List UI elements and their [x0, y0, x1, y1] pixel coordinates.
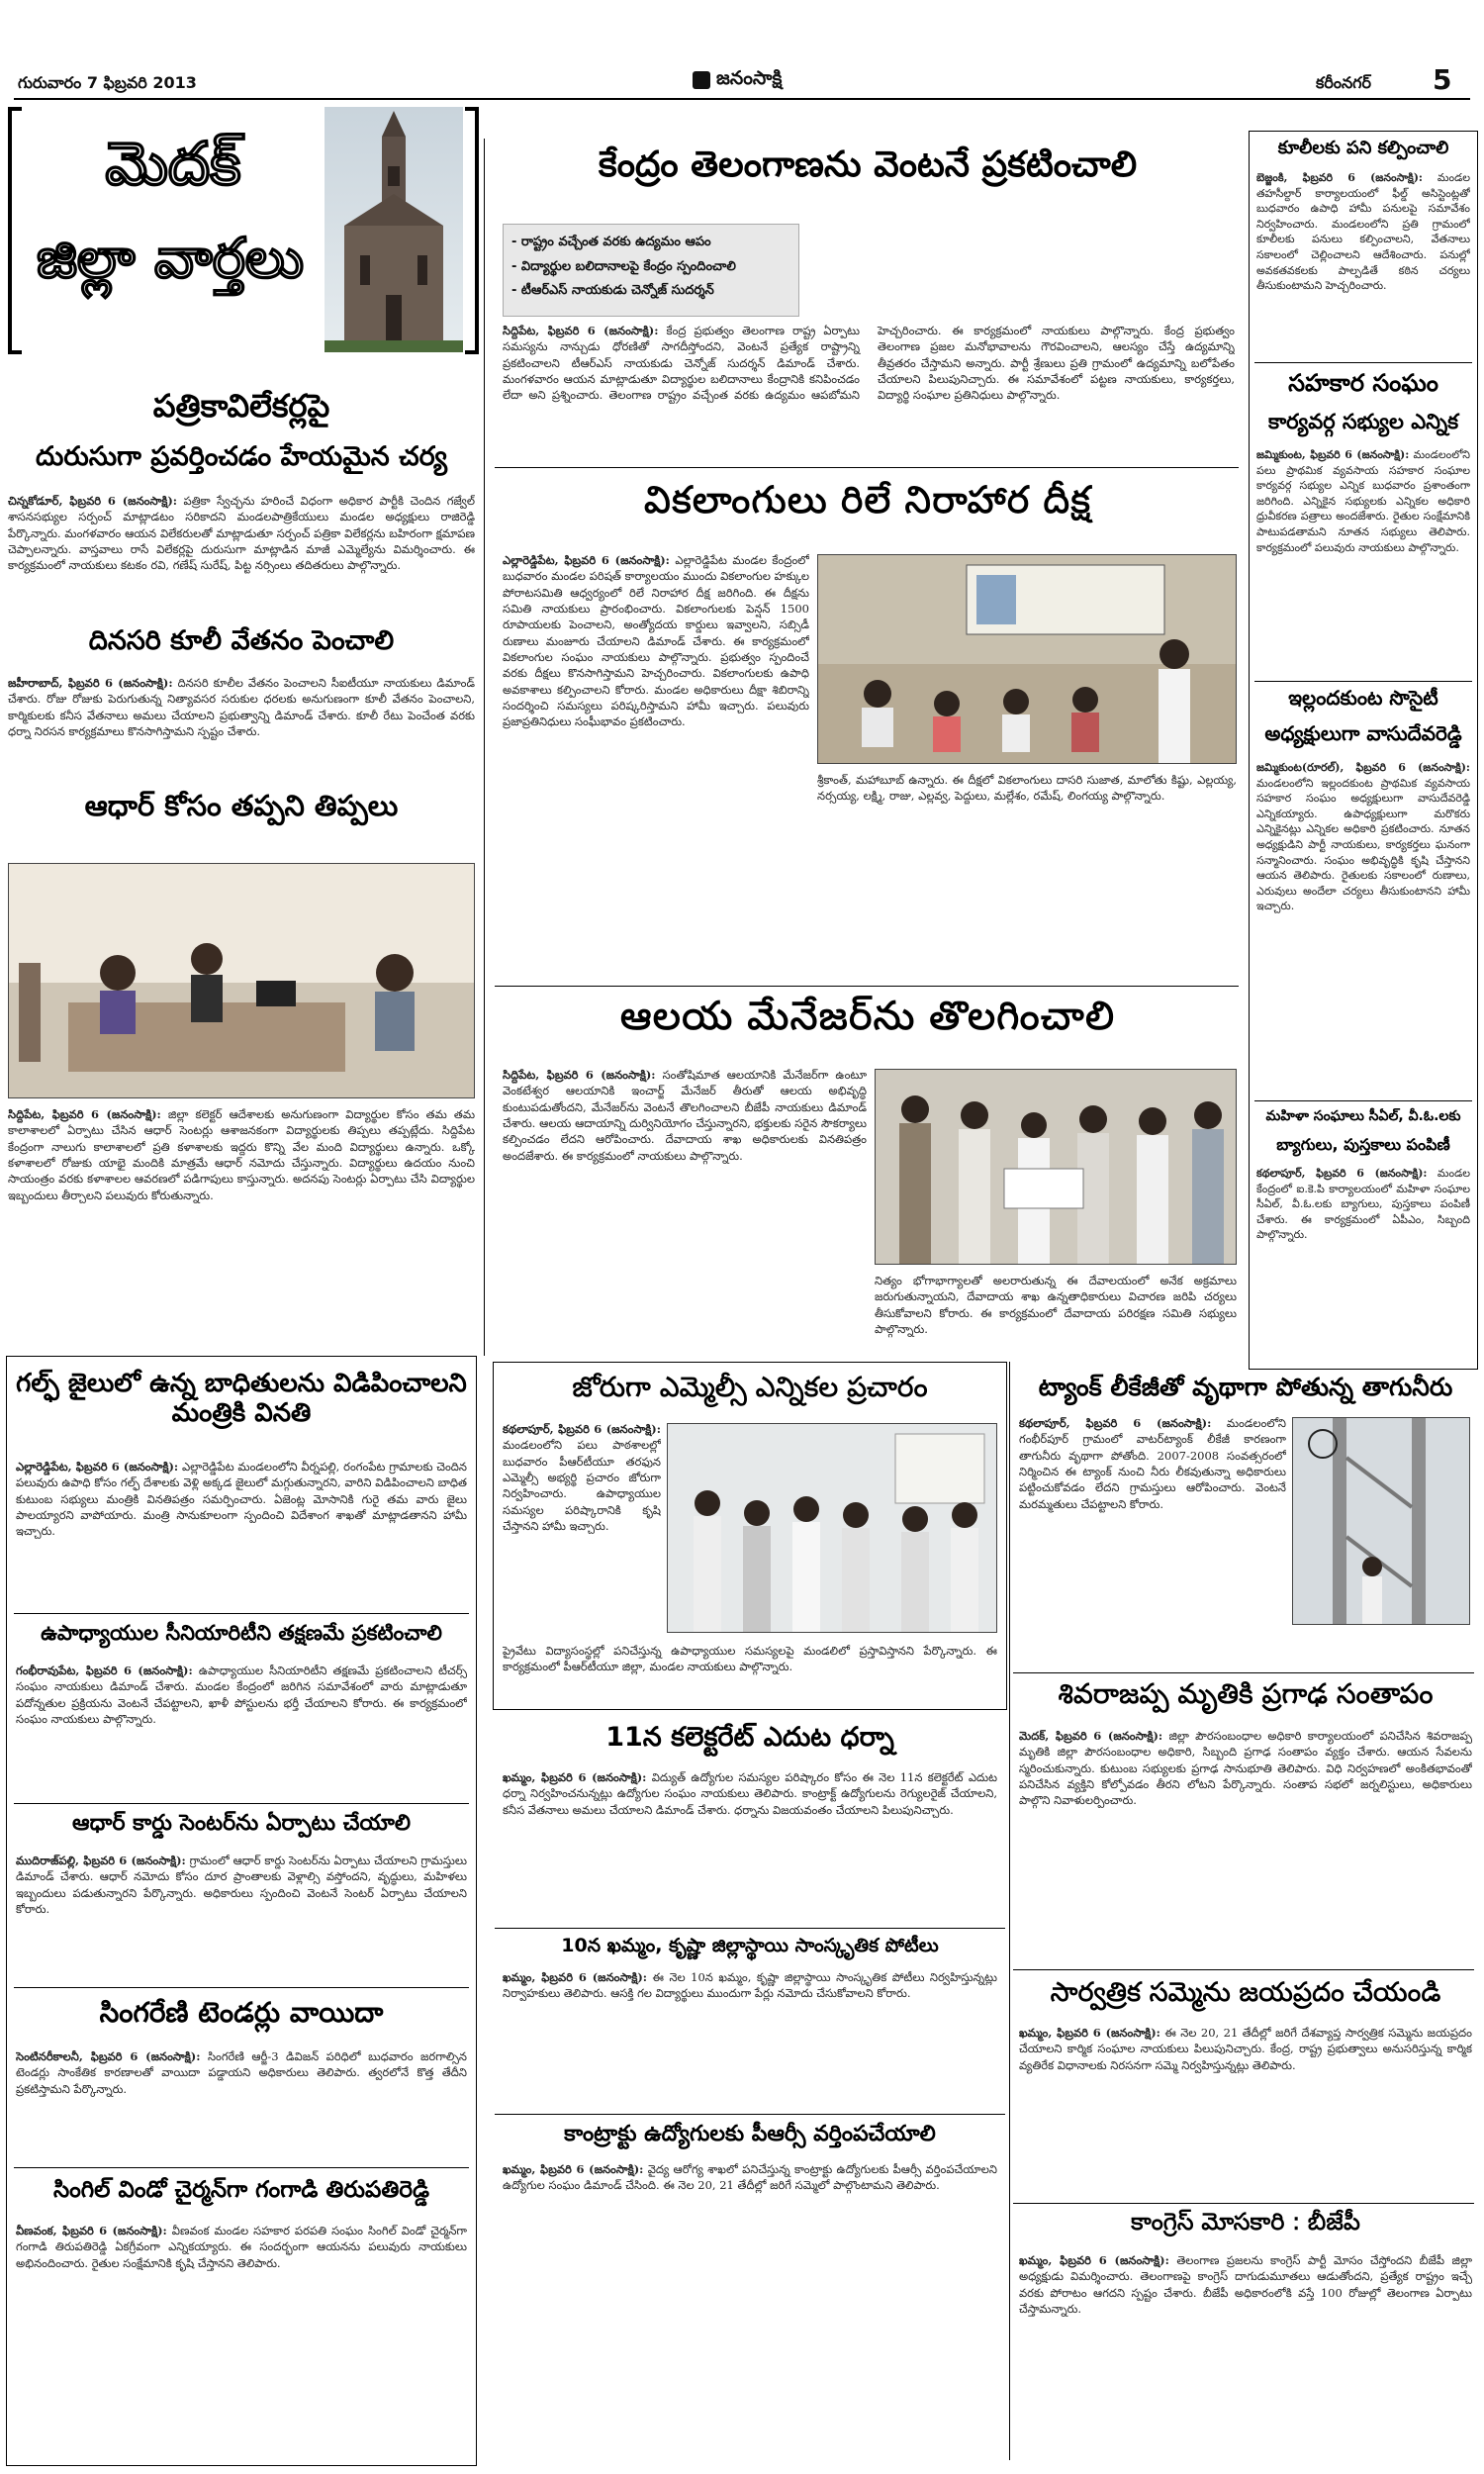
a1-headline-line1: పత్రికావిలేకర్లపై — [152, 387, 330, 425]
banner-body — [503, 323, 1235, 461]
gulf-dateline: ఎల్లారెడ్డిపేట, ఫిబ్రవరి 6 (జనంసాక్షి): — [16, 1460, 179, 1474]
header-edition: కరీంనగర్ — [1316, 73, 1372, 92]
mlc-text2: ప్రైవేటు విద్యాసంస్థల్లో పనిచేస్తున్న ఉపాధ్యాయుల సమస్యలపై మండలిలో ప్రస్తావిస్తానని పేర్కొన్నారు. ఈ కార్యక్రమంలో పీఆర్‌టీయూ జిల్లా, మండల నాయకులు పాల్గొన్నారు. — [503, 1644, 997, 1674]
page-header — [0, 0, 1484, 99]
tank-illustration — [1293, 1418, 1470, 1625]
alaya-photo — [875, 1069, 1237, 1265]
womens-text: మండల కేంద్రంలో ఐ.కె.పి కార్యాలయంలో మహిళా సంఘాల సీఏల్, వీ.ఓ.లకు బ్యాగులు, పుస్తకాలు పంపిణీ చేశారు. ఈ కార్యక్రమంలో ఏపీఎం, సిబ్బంది పాల్గొన్నారు. — [1256, 1167, 1470, 1242]
gulf-body — [16, 1459, 467, 1607]
coolie-dateline: బెజ్జంకి, ఫిబ్రవరి 6 (జనంసాక్షి): — [1256, 171, 1423, 184]
strike-headline: సార్వత్రిక సమ్మెను జయప్రదం చేయండి — [1050, 1977, 1441, 2008]
chairman-headline: సింగిల్ విండో చైర్మన్‌గా గంగాడి తిరుపతిరెడ్డి — [52, 2177, 430, 2203]
illandakunta-headline-line1: ఇల్లందకుంట సొసైటీ — [1288, 686, 1438, 710]
sahakara-headline-line1: సహకార సంఘం — [1288, 369, 1438, 397]
a3-text: జిల్లా కలెక్టర్ ఆదేశాలకు అనుగుణంగా విద్యార్థుల కోసం తమ తమ కాలాశాలలో ఏర్పాటు చేసిన ఆధార్ సెంటర్లు ఆశాజనకంగా విద్యార్థులకు తిప్పలు తప్పట్లేదు. సిద్దిపేట కేంద్రంగా నాలుగు కాలాశాలలో ప్రతి కళాశాలకు ఇద్దరు కొన్ని వేల మంది విద్యార్థులు ఉన్నారు. ఒక్కో కళాశాలలో రోజుకు యాభై మందికి మాత్రమే ఆధార్ నమోదు చేస్తున్నారు. విద్యార్థులు ఉదయం నుంచి సాయంత్రం వరకు కళాశాలల ఆవరణలో పడిగాపులు కాస్తున్నారు. అదనపు సెంటర్లు ఏర్పాటు చేసి విద్యార్థుల ఇబ్బందులు తీర్చాలని పలువురు కోరుతున్నారు. — [8, 1107, 475, 1202]
cultural-dateline: ఖమ్మం, ఫిబ్రవరి 6 (జనంసాక్షి): — [503, 1970, 648, 1984]
chairman-dateline: వీణవంక, ఫిబ్రవరి 6 (జనంసాక్షి): — [16, 2224, 167, 2237]
illandakunta-body — [1256, 760, 1470, 1096]
church-illustration — [325, 107, 463, 352]
alaya-dateline: సిద్దిపేట, ఫిబ్రవరి 6 (జనంసాక్షి): — [503, 1068, 656, 1082]
strike-dateline: ఖమ్మం, ఫిబ్రవరి 6 (జనంసాక్షి): — [1019, 2026, 1160, 2040]
condolence-body — [1019, 1728, 1472, 1963]
cultural-text: ఈ నెల 10న ఖమ్మం, కృష్ణా జిల్లాస్థాయి సాంస్కృతిక పోటీలు నిర్వహిస్తున్నట్లు నిర్వాహకులు తెలిపారు. ఆసక్తి గల విద్యార్థులు ముందుగా పేర్లు నమోదు చేసుకోవాలని కోరారు. — [503, 1970, 997, 2001]
gulf-headline: గల్ఫ్ జైలులో ఉన్న బాధితులను విడిపించాలని మంత్రికి వినతి — [16, 1369, 467, 1428]
teachers-text: ఉపాధ్యాయుల సీనియారిటీని తక్షణమే ప్రకటించాలని టీచర్స్ సంఘం నాయకులు డిమాండ్ చేశారు. మండల కేంద్రంలో జరిగిన సమావేశంలో వారు మాట్లాడుతూ పదోన్నతుల ప్రక్రియను వెంటనే చేపట్టాలని, ఖాళీ పోస్టులను భర్తీ చేయాలని కోరారు. ఈ కార్యక్రమంలో సంఘం నాయకులు పాల్గొన్నారు. — [16, 1664, 467, 1726]
condolence-text: జిల్లా పౌరసంబంధాల అధికారి కార్యాలయంలో పనిచేసిన శివరాజప్ప మృతికి జిల్లా పౌరసంబంధాల అధికారి, సిబ్బంది ప్రగాఢ సంతాపం వ్యక్తం చేశారు. ఆయన సేవలను స్మరించుకున్నారు. కుటుంబ సభ్యులకు ప్రగాఢ సానుభూతి తెలిపారు. విధి నిర్వహణలో అంకితభావంతో పనిచేసిన వ్యక్తిని కోల్పోవడం తీరని లోటని పేర్కొన్నారు. సంతాప సభలో జర్నలిస్టులు, అధికారులు పాల్గొని నివాళులర్పించారు. — [1019, 1729, 1472, 1808]
coolie-body — [1256, 170, 1470, 358]
section-title-line2: జిల్లా వార్తలు — [36, 227, 305, 291]
a1-body — [8, 493, 475, 616]
mlc-headline: జోరుగా ఎమ్మెల్సీ ఎన్నికల ప్రచారం — [572, 1371, 928, 1403]
cultural-body — [503, 1969, 997, 2108]
illandakunta-text: మండలంలోని ఇల్లందకుంట ప్రాథమిక వ్యవసాయ సహకార సంఘం అధ్యక్షులుగా వాసుదేవరెడ్డి ఎన్నికయ్యారు. ఉపాధ్యక్షులుగా మరొకరు ఎన్నికైనట్లు ఎన్నికల అధికారి ప్రకటించారు. నూతన అధ్యక్షుడిని పార్టీ నాయకులు, కార్యకర్తలు ఘనంగా సన్మానించారు. సంఘం అభివృద్ధికి కృషి చేస్తానని ఆయన తెలిపారు. రైతులకు సకాలంలో రుణాలు, ఎరువులు అందేలా చర్యలు తీసుకుంటానని హామీ ఇచ్చారు. — [1256, 776, 1470, 913]
aadhar-center-headline: ఆధార్ కార్డు సెంటర్‌ను ఏర్పాటు చేయాలి — [72, 1811, 411, 1836]
banner-bullet: - టీఆర్ఎస్ నాయకుడు చెన్నోజ్ సుదర్శన్ — [511, 283, 714, 299]
aadhar-center-dateline: ముదిరాజ్‌పల్లి, ఫిబ్రవరి 6 (జనంసాక్షి): — [16, 1854, 186, 1867]
mlc-body2 — [503, 1643, 997, 1704]
cultural-headline: 10న ఖమ్మం, కృష్ణా జిల్లాస్థాయి సాంస్కృతిక పోటీలు — [561, 1935, 939, 1956]
banner-bullet: - రాష్ట్రం వచ్చేంత వరకు ఉద్యమం ఆపం — [511, 235, 711, 249]
a2-dateline: జహీరాబాద్, ఫిబ్రవరి 6 (జనంసాక్షి): — [8, 676, 173, 690]
teachers-body — [16, 1663, 467, 1795]
banner-text: కేంద్ర ప్రభుత్వం తెలంగాణ రాష్ట్ర ఏర్పాటు సమస్యను నాన్చుడు ధోరణితో సాగదీస్తోందని, వెంటనే ప్రత్యేక రాష్ట్రాన్ని ప్రకటించాలని టీఆర్ఎస్ నాయకుడు చెన్నోజ్ సుదర్శన్ డిమాండ్ చేశారు. మంగళవారం ఆయన మాట్లాడుతూ విద్యార్థుల బలిదానాలు కేంద్రానికి కనిపించడం లేదా అని ప్రశ్నించారు. తెలంగాణ రాష్ట్రం వచ్చేంత వరకు ఉద్యమం ఆపబోమని హెచ్చరించారు. ఈ కార్యక్రమంలో నాయకులు పాల్గొన్నారు. కేంద్ర ప్రభుత్వం తెలంగాణ ప్రజల మనోభావాలను గౌరవించాలని, ఆలస్యం చేస్తే ఉద్యమాన్ని తీవ్రతరం చేస్తామని అన్నారు. పార్టీ శ్రేణులు ప్రతి గ్రామంలో ఉద్యమాన్ని బలోపేతం చేయాలని పిలుపునిచ్చారు. ఈ సమావేశంలో పట్టణ నాయకులు, కార్యకర్తలు, విద్యార్థి సంఘాల ప్రతినిధులు పాల్గొన్నారు. — [503, 324, 1235, 403]
banner-headline: కేంద్రం తెలంగాణను వెంటనే ప్రకటించాలి — [598, 144, 1138, 185]
gulf-text: ఎల్లారెడ్డిపేట మండలంలోని వీర్నపల్లి, రంగంపేట గ్రామాలకు చెందిన పలువురు ఉపాధి కోసం గల్ఫ్ దేశాలకు వెళ్లి అక్కడ జైలులో మగ్గుతున్నారని, వారిని విడిపించాలని బాధిత కుటుంబ సభ్యులు మంత్రికి వినతిపత్రం సమర్పించారు. ఏజెంట్ల మోసానికి గురై తమ వారు జైలు పాలయ్యారని వాపోయారు. మంత్రి సానుకూలంగా స్పందించి విదేశాంగ శాఖతో మాట్లాడతానని హామీ ఇచ్చారు. — [16, 1460, 467, 1539]
condolence-headline: శివరాజప్ప మృతికి ప్రగాఢ సంతాపం — [1058, 1677, 1434, 1710]
collectorate-body — [503, 1769, 997, 1922]
bjp-text: తెలంగాణ ప్రజలను కాంగ్రెస్ పార్టీ మోసం చేస్తోందని బీజేపీ జిల్లా అధ్యక్షుడు విమర్శించారు. తెలంగాణపై కాంగ్రెస్ దాగుడుమూతలు ఆడుతోందని, ప్రత్యేక రాష్ట్రం ఇచ్చే వరకు పోరాటం ఆగదని స్పష్టం చేశారు. బీజేపీ అధికారంలోకి వస్తే 100 రోజుల్లో తెలంగాణ ఏర్పాటు చేస్తామన్నారు. — [1019, 2253, 1472, 2316]
banner-bullet: - విద్యార్థుల బలిదానాలపై కేంద్రం స్పందించాలి — [511, 258, 736, 274]
collectorate-text: విద్యుత్ ఉద్యోగుల సమస్యల పరిష్కారం కోసం ఈ నెల 11న కలెక్టరేట్ ఎదుట ధర్నా నిర్వహించనున్నట్లు ఉద్యోగుల సంఘం నాయకులు తెలిపారు. కాంట్రాక్ట్ ఉద్యోగులను రెగ్యులరైజ్ చేయాలని, కనీస వేతనాలు అమలు చేయాలని డిమాండ్ చేశారు. ధర్నాను విజయవంతం చేయాలని పిలుపునిచ్చారు. — [503, 1770, 997, 1817]
alaya-text2: నిత్యం భోగాభాగ్యాలతో అలరారుతున్న ఈ దేవాలయంలో అనేక అక్రమాలు జరుగుతున్నాయని, దేవాదాయ శాఖ ఉన్నతాధికారులు విచారణ జరిపి చర్యలు తీసుకోవాలని కోరారు. ఈ కార్యక్రమంలో దేవాదాయ పరిరక్షణ సమితి సభ్యులు పాల్గొన్నారు. — [875, 1274, 1237, 1336]
strike-text: ఈ నెల 20, 21 తేదీల్లో జరిగే దేశవ్యాప్త సార్వత్రిక సమ్మెను జయప్రదం చేయాలని కార్మిక సంఘాల నాయకులు పిలుపునిచ్చారు. కేంద్ర, రాష్ట్ర ప్రభుత్వాలు అనుసరిస్తున్న కార్మిక వ్యతిరేక విధానాలకు నిరసనగా సమ్మె నిర్వహిస్తున్నట్లు తెలిపారు. — [1019, 2026, 1472, 2072]
sahakara-headline-line2: కార్యవర్గ సభ్యుల ఎన్నిక — [1267, 410, 1459, 433]
a2-body — [8, 675, 475, 778]
dharna-body — [503, 552, 809, 978]
masthead-emblem-icon — [693, 71, 710, 89]
a3-headline: ఆధార్ కోసం తప్పని తిప్పలు — [84, 789, 399, 822]
teachers-dateline: గంభీరావుపేట, ఫిబ్రవరి 6 (జనంసాక్షి): — [16, 1664, 193, 1677]
header-date: గురువారం 7 ఫిబ్రవరి 2013 — [18, 73, 197, 92]
a1-dateline: చిన్నకోడూర్, ఫిబ్రవరి 6 (జనంసాక్షి): — [8, 494, 178, 508]
dharna-tent-illustration — [818, 555, 1237, 764]
tank-headline: ట్యాంక్ లీకేజీతో వృథాగా పోతున్న తాగునీరు — [1038, 1373, 1453, 1401]
womens-dateline: కథలాపూర్, ఫిబ్రవరి 6 (జనంసాక్షి): — [1256, 1167, 1428, 1180]
alaya-group-illustration — [876, 1070, 1237, 1265]
condolence-dateline: మెదక్, ఫిబ్రవరి 6 (జనంసాక్షి): — [1019, 1729, 1163, 1743]
a1-text: పత్రికా స్వేచ్ఛను హరించే విధంగా అధికార పార్టీకి చెందిన గజ్వేల్ శాసనసభ్యుల సర్పంచ్ మాట్లాడటం సరికాదని మండలపాత్రికేయులు మండల అధ్యక్షులు రాజిరెడ్డి పేర్కొన్నారు. మంగళవారం ఆయన విలేకరులతో మాట్లాడుతూ సర్పంచ్ పత్రికా విలేకర్లను బహిరంగా క్షమాపణ చెప్పాలన్నారు. వాస్తవాలు రాసే విలేకర్లపై దురుసుగా మాట్లాడిన మాజీ ఎమ్మెల్యేను విమర్శించారు. ఈ కార్యక్రమంలో నాయకులు కటకం రవి, గణేష్ సురేష్, పిట్ట నర్సింలు తదితరులు పాల్గొన్నారు. — [8, 494, 475, 573]
a1-headline-line2: దురుసుగా ప్రవర్తించడం హేయమైన చర్య — [35, 441, 448, 472]
aadhar-center-body — [16, 1853, 467, 1979]
page-number: 5 — [1433, 63, 1452, 96]
aadhar-photo — [8, 863, 475, 1098]
chairman-body — [16, 2223, 467, 2450]
collectorate-headline: 11న కలెక్టరేట్ ఎదుట ధర్నా — [605, 1722, 894, 1753]
bjp-headline: కాంగ్రెస్ మోసకారి : బీజేపీ — [1131, 2208, 1360, 2236]
a2-text: దినసరి కూలీల వేతనం పెంచాలని సీఐటీయూ నాయకులు డిమాండ్ చేశారు. రోజు రోజుకు పెరుగుతున్న నిత్యావసర సరుకుల ధరలకు అనుగుణంగా కూలీ వేతనం పెంచాలని, కార్మికులకు కనీస వేతనాలు అమలు చేయాలని ప్రభుత్వాన్ని డిమాండ్ చేశారు. కూలీ రేటు పెంచేంత వరకు ధర్నా నిరసన కార్యక్రమాలు కొనసాగిస్తామని స్పష్టం చేశారు. — [8, 676, 475, 738]
illandakunta-headline-line2: అధ్యక్షులుగా వాసుదేవరెడ్డి — [1264, 721, 1462, 745]
womens-body — [1256, 1166, 1470, 1360]
alaya-body2 — [875, 1273, 1237, 1364]
contract-dateline: ఖమ్మం, ఫిబ్రవరి 6 (జనంసాక్షి): — [503, 2162, 644, 2176]
tank-body — [1019, 1415, 1286, 1663]
womens-headline-line1: మహిళా సంఘాలు సీఏల్, వీ.ఓ.లకు — [1265, 1108, 1461, 1124]
contract-body — [503, 2161, 997, 2250]
mlc-body — [503, 1421, 661, 1643]
dharna-body2 — [817, 772, 1237, 980]
collectorate-dateline: ఖమ్మం, ఫిబ్రవరి 6 (జనంసాక్షి): — [503, 1770, 647, 1784]
singareni-headline: సింగరేణి టెండర్లు వాయిదా — [99, 1996, 384, 2029]
mlc-dateline: కథలాపూర్, ఫిబ్రవరి 6 (జనంసాక్షి): — [503, 1422, 661, 1436]
mlc-campaign-illustration — [668, 1424, 997, 1633]
contract-text: వైద్య ఆరోగ్య శాఖలో పనిచేస్తున్న కాంట్రాక్టు ఉద్యోగులకు పీఆర్సీ వర్తింపచేయాలని ఉద్యోగుల సంఘం డిమాండ్ చేసింది. ఈ నెల 20, 21 తేదీల్లో జరిగే సమ్మెలో పాల్గొంటామని తెలిపారు. — [503, 2162, 997, 2193]
church-photo — [325, 107, 463, 352]
singareni-dateline: సెంటినరీకాలనీ, ఫిబ్రవరి 6 (జనంసాక్షి): — [16, 2049, 201, 2063]
illandakunta-dateline: జమ్మికుంట(రూరల్), ఫిబ్రవరి 6 (జనంసాక్షి): — [1256, 761, 1470, 774]
coolie-headline: కూలీలకు పని కల్పించాలి — [1277, 138, 1449, 158]
tank-text: మండలంలోని గంభీర్‌పూర్ గ్రామంలో వాటర్‌ట్యాంక్ లీకేజీ కారణంగా తాగునీరు వృథాగా పోతోంది. 2007-2008 సంవత్సరంలో నిర్మించిన ఈ ట్యాంక్ నుంచి నీరు లీకవుతున్నా అధికారులు పట్టించుకోవడం లేదని గ్రామస్తులు ఆరోపించారు. వెంటనే మరమ్మతులు చేపట్టాలని కోరారు. — [1019, 1416, 1286, 1511]
sahakara-dateline: జమ్మికుంట, ఫిబ్రవరి 6 (జనంసాక్షి): — [1256, 448, 1410, 461]
aadhar-office-illustration — [9, 864, 475, 1098]
a2-headline: దినసరి కూలీ వేతనం పెంచాలి — [88, 625, 395, 656]
alaya-headline: ఆలయ మేనేజర్‌ను తొలగించాలి — [619, 994, 1116, 1039]
singareni-body — [16, 2048, 467, 2159]
alaya-body — [503, 1067, 867, 1364]
dharna-dateline: ఎల్లారెడ్డిపేట, ఫిబ్రవరి 6 (జనంసాక్షి): — [503, 553, 670, 567]
aadhar-center-text: గ్రామంలో ఆధార్ కార్డు సెంటర్‌ను ఏర్పాటు చేయాలని గ్రామస్తులు డిమాండ్ చేశారు. ఆధార్ నమోదు కోసం దూర ప్రాంతాలకు వెళ్లాల్సి వస్తోందని, వృద్ధులు, మహిళలు ఇబ్బందులు పడుతున్నారని పేర్కొన్నారు. అధికారులు స్పందించి వెంటనే సెంటర్ ఏర్పాటు చేయాలని కోరారు. — [16, 1854, 467, 1916]
sahakara-body — [1256, 447, 1470, 675]
masthead-title: జనంసాక్షి — [716, 67, 783, 89]
tank-dateline: కథలాపూర్, ఫిబ్రవరి 6 (జనంసాక్షి): — [1019, 1416, 1212, 1430]
mlc-text: మండలంలోని పలు పాఠశాలల్లో బుధవారం పీఆర్‌టీయూ తరఫున ఎమ్మెల్సీ అభ్యర్థి ప్రచారం జోరుగా నిర్వహించారు. ఉపాధ్యాయుల సమస్యల పరిష్కారానికి కృషి చేస్తానని హామీ ఇచ్చారు. — [503, 1438, 661, 1533]
coolie-text: మండల తహసీల్దార్ కార్యాలయంలో ఫీల్డ్ అసిస్టెంట్లతో బుధవారం ఉపాధి హామీ పనులపై సమావేశం నిర్వహించారు. మండలంలోని ప్రతి గ్రామంలో కూలీలకు పనులు కల్పించాలని, వేతనాలు సకాలంలో చెల్లించాలని ఆదేశించారు. పనుల్లో అవకతవకలకు పాల్పడితే కఠిన చర్యలు తీసుకుంటామని హెచ్చరించారు. — [1256, 171, 1470, 293]
strike-body — [1019, 2025, 1472, 2197]
dharna-headline: వికలాంగులు రిలే నిరాహార దీక్ష — [643, 478, 1092, 522]
mlc-photo — [667, 1423, 997, 1633]
dharna-text2: శ్రీకాంత్, మహాబూబ్ ఉన్నారు. ఈ దీక్షలో వికలాంగులు దాసరి సుజాత, మాలోతు కిష్టు, ఎల్లయ్య, నర్సయ్య, లక్ష్మి, రాజు, ఎల్లవ్వ, పెద్దులు, మల్లేశం, రమేష్, లింగయ్య పాల్గొన్నారు. — [817, 773, 1237, 804]
chairman-text: వీణవంక మండల సహకార పరపతి సంఘం సింగిల్ విండో చైర్మన్‌గా గంగాడి తిరుపతిరెడ్డి ఏకగ్రీవంగా ఎన్నికయ్యారు. ఈ సందర్భంగా ఆయనను పలువురు నాయకులు అభినందించారు. రైతుల సంక్షేమానికి కృషి చేస్తానని తెలిపారు. — [16, 2224, 467, 2270]
a3-dateline: సిద్దిపేట, ఫిబ్రవరి 6 (జనంసాక్షి): — [8, 1107, 161, 1121]
banner-bullets-box — [503, 224, 799, 317]
bjp-body — [1019, 2252, 1472, 2450]
dharna-text: ఎల్లారెడ్డిపేట మండల కేంద్రంలో బుధవారం మండల పరిషత్ కార్యాలయం ముందు వికలాంగుల హక్కుల పోరాటసమితి ఆధ్వర్యంలో రిలే నిరాహార దీక్ష జరిగింది. ఈ దీక్షను సమితి నాయకులు ప్రారంభించారు. వికలాంగులకు పెన్షన్ 1500 రూపాయలకు పెంచాలని, అంత్యోదయ కార్డులు ఇవ్వాలని, సబ్సిడీ రుణాలు మంజూరు చేయాలని డిమాండ్ చేశారు. ఈ కార్యక్రమంలో వికలాంగుల సంఘం నాయకులు పాల్గొన్నారు. ప్రభుత్వం స్పందించే వరకు దీక్షలు కొనసాగిస్తామని హెచ్చరించారు. వికలాంగులకు ఉపాధి అవకాశాలు కల్పించాలని కోరారు. మండల అధికారులు దీక్షా శిబిరాన్ని సందర్శించి సమస్యలు పరిష్కరిస్తామని హామీ ఇచ్చారు. పలువురు ప్రజాప్రతినిధులు సంఘీభావం ప్రకటించారు. — [503, 553, 809, 729]
alaya-text: సంతోషిమాత ఆలయానికి మేనేజర్‌గా ఉంటూ వెంకటేశ్వర ఆలయానికి ఇంచార్జ్ మేనేజర్ తీరుతో ఆలయ అభివృద్ధి కుంటుపడుతోందని, మేనేజర్‌ను వెంటనే తొలగించాలని బీజేపీ నాయకులు డిమాండ్ చేశారు. ఆలయ ఆదాయాన్ని దుర్వినియోగం చేస్తున్నారని, భక్తులకు సరైన సౌకర్యాలు కల్పించడం లేదని ఆరోపించారు. దేవాదాయ శాఖ అధికారులకు వినతిపత్రం అందజేశారు. ఈ కార్యక్రమంలో నాయకులు పాల్గొన్నారు. — [503, 1068, 867, 1163]
womens-headline-line2: బ్యాగులు, పుస్తకాలు పంపిణీ — [1276, 1135, 1450, 1154]
singareni-text: సింగరేణి ఆర్జీ-3 డివిజన్ పరిధిలో బుధవారం జరగాల్సిన టెండర్లు సాంకేతిక కారణాలతో వాయిదా పడ్డాయని అధికారులు తెలిపారు. త్వరలోనే కొత్త తేదీని ప్రకటిస్తామని పేర్కొన్నారు. — [16, 2049, 467, 2096]
banner-dateline: సిద్దిపేట, ఫిబ్రవరి 6 (జనంసాక్షి): — [503, 324, 659, 337]
teachers-headline: ఉపాధ్యాయుల సీనియారిటీని తక్షణమే ప్రకటించాలి — [41, 1621, 442, 1645]
tank-photo — [1292, 1417, 1470, 1625]
dharna-photo — [817, 554, 1237, 764]
bjp-dateline: ఖమ్మం, ఫిబ్రవరి 6 (జనంసాక్షి): — [1019, 2253, 1169, 2267]
contract-headline: కాంట్రాక్టు ఉద్యోగులకు పీఆర్సీ వర్తింపచేయాలి — [564, 2122, 936, 2146]
sahakara-text: మండలంలోని పలు ప్రాథమిక వ్యవసాయ సహకార సంఘాల కార్యవర్గ సభ్యుల ఎన్నిక బుధవారం ప్రశాంతంగా జరిగింది. ఎన్నికైన సభ్యులకు ఎన్నికల అధికారి ధ్రువీకరణ పత్రాలు అందజేశారు. రైతుల సంక్షేమానికి పాటుపడతామని నూతన సభ్యులు తెలిపారు. కార్యక్రమంలో పలువురు నాయకులు పాల్గొన్నారు. — [1256, 448, 1470, 554]
section-title-line1: మెదక్ — [105, 130, 241, 199]
a3-body — [8, 1106, 475, 1350]
masthead-logo — [693, 67, 831, 95]
section-banner — [8, 107, 475, 356]
